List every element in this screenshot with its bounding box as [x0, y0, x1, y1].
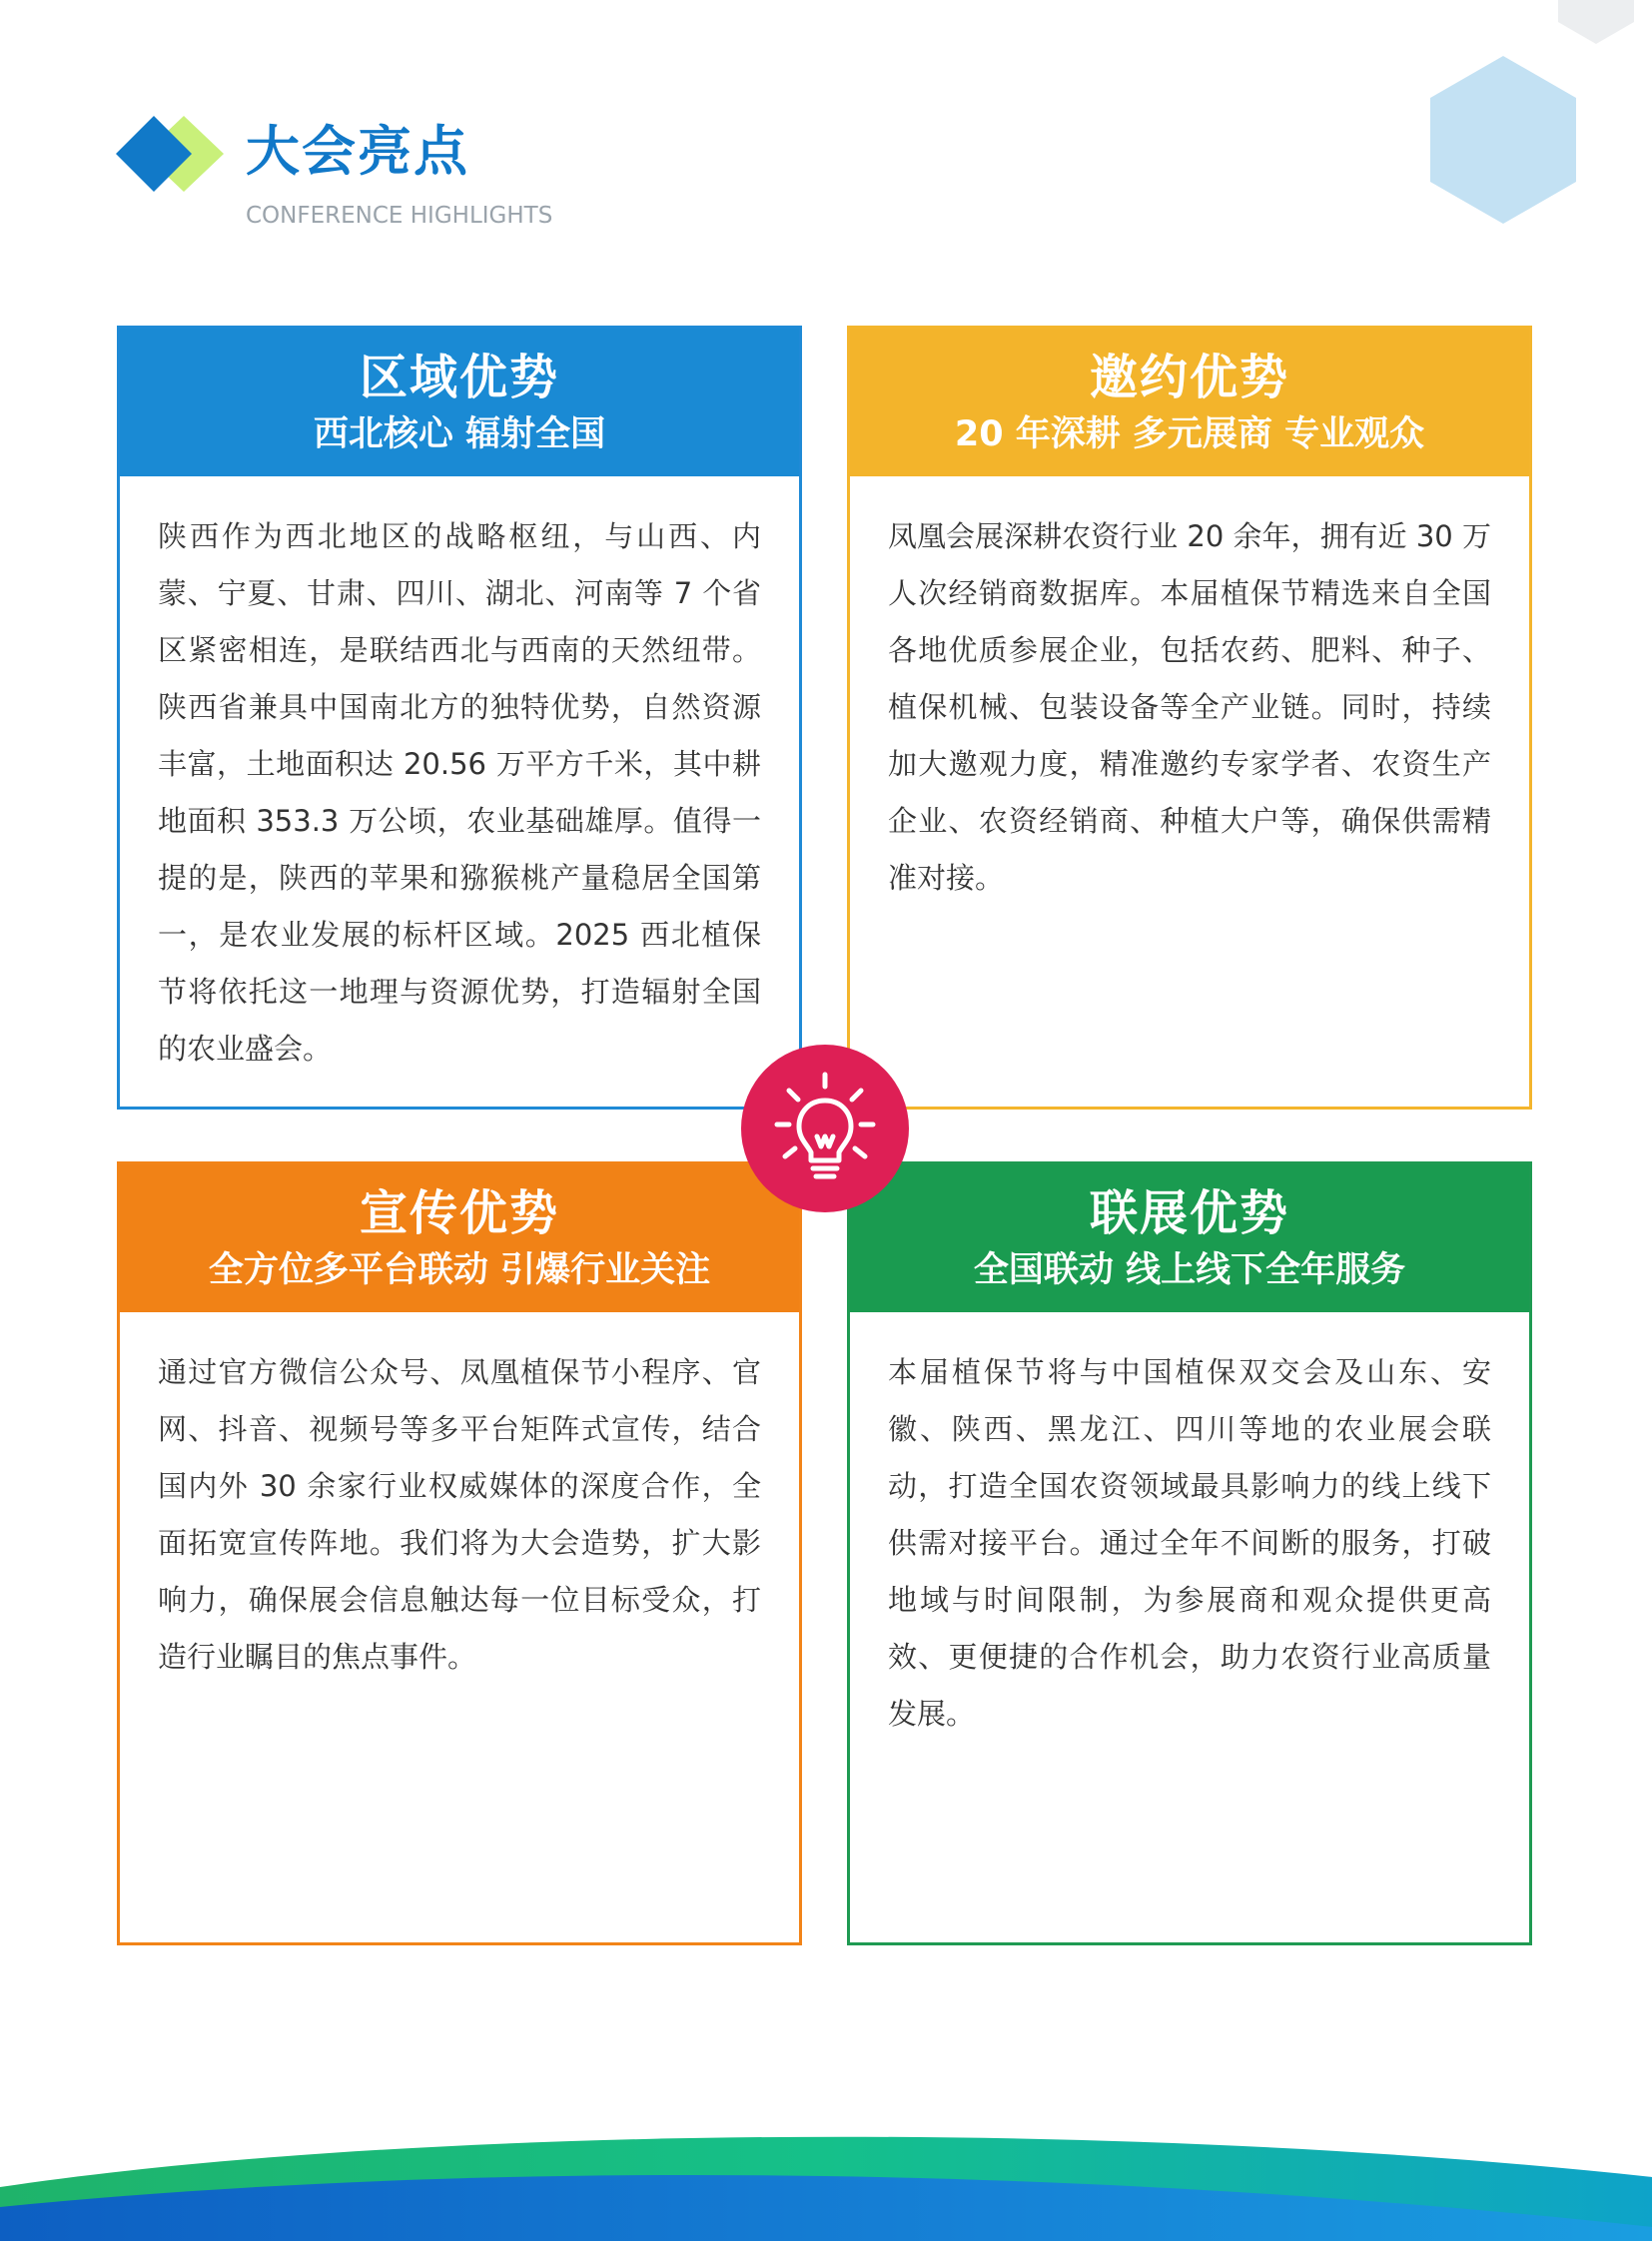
- card-body: 陕西作为西北地区的战略枢纽，与山西、内蒙、宁夏、甘肃、四川、湖北、河南等 7 个省区紧密相连，是联结西北与西南的天然纽带。陕西省兼具中国南北方的独特优势，自然资源丰富，土地面积达 20.56 万平方千米，其中耕地面积 353.3 万公顷，农业基础雄厚。值得一提的是，陕西的苹果和猕猴桃产量稳居全国第一，是农业发展的标杆区域。2025 西北植保节将依托这一地理与资源优势，打造辐射全国的农业盛会。: [158, 519, 761, 1066]
- card-header: [120, 1164, 799, 1312]
- card-title: 区域优势: [359, 350, 559, 405]
- lightbulb-icon: [741, 1045, 909, 1212]
- card-header: [120, 329, 799, 476]
- invite-advantage-card: [847, 326, 1532, 1110]
- card-subtitle: 西北核心 辐射全国: [313, 414, 606, 454]
- diamond-logo-icon: [112, 112, 236, 196]
- card-subtitle: 20 年深耕 多元展商 专业观众: [954, 414, 1425, 454]
- joint-exhibition-advantage-card: [847, 1161, 1532, 1945]
- card-header: [850, 1164, 1529, 1312]
- page-subtitle: CONFERENCE HIGHLIGHTS: [246, 203, 553, 229]
- card-title: 联展优势: [1089, 1185, 1289, 1241]
- card-body: 凤凰会展深耕农资行业 20 余年，拥有近 30 万人次经销商数据库。本届植保节精选来自全国各地优质参展企业，包括农药、肥料、种子、植保机械、包装设备等全产业链。同时，持续加大邀观力度，精准邀约专家学者、农资生产企业、农资经销商、种植大户等，确保供需精准对接。: [888, 519, 1491, 895]
- page-title: 大会亮点: [246, 120, 469, 183]
- card-subtitle: 全国联动 线上线下全年服务: [973, 1250, 1406, 1290]
- card-title: 宣传优势: [359, 1185, 559, 1241]
- card-title: 邀约优势: [1089, 350, 1289, 405]
- bottom-wave-decoration: [0, 2127, 1652, 2241]
- promotion-advantage-card: [117, 1161, 802, 1945]
- card-subtitle: 全方位多平台联动 引爆行业关注: [208, 1250, 711, 1290]
- hexagon-decoration-small: [1558, 0, 1634, 52]
- lightbulb-badge: [741, 1045, 909, 1212]
- hexagon-decoration-large: [1430, 56, 1576, 224]
- card-body: 本届植保节将与中国植保双交会及山东、安徽、陕西、黑龙江、四川等地的农业展会联动，打造全国农资领域最具影响力的线上线下供需对接平台。通过全年不间断的服务，打破地域与时间限制，为参展商和观众提供更高效、更便捷的合作机会，助力农资行业高质量发展。: [888, 1355, 1491, 1731]
- region-advantage-card: [117, 326, 802, 1110]
- card-header: [850, 329, 1529, 476]
- card-body: 通过官方微信公众号、凤凰植保节小程序、官网、抖音、视频号等多平台矩阵式宣传，结合国内外 30 余家行业权威媒体的深度合作，全面拓宽宣传阵地。我们将为大会造势，扩大影响力，确保展会信息触达每一位目标受众，打造行业瞩目的焦点事件。: [158, 1355, 761, 1674]
